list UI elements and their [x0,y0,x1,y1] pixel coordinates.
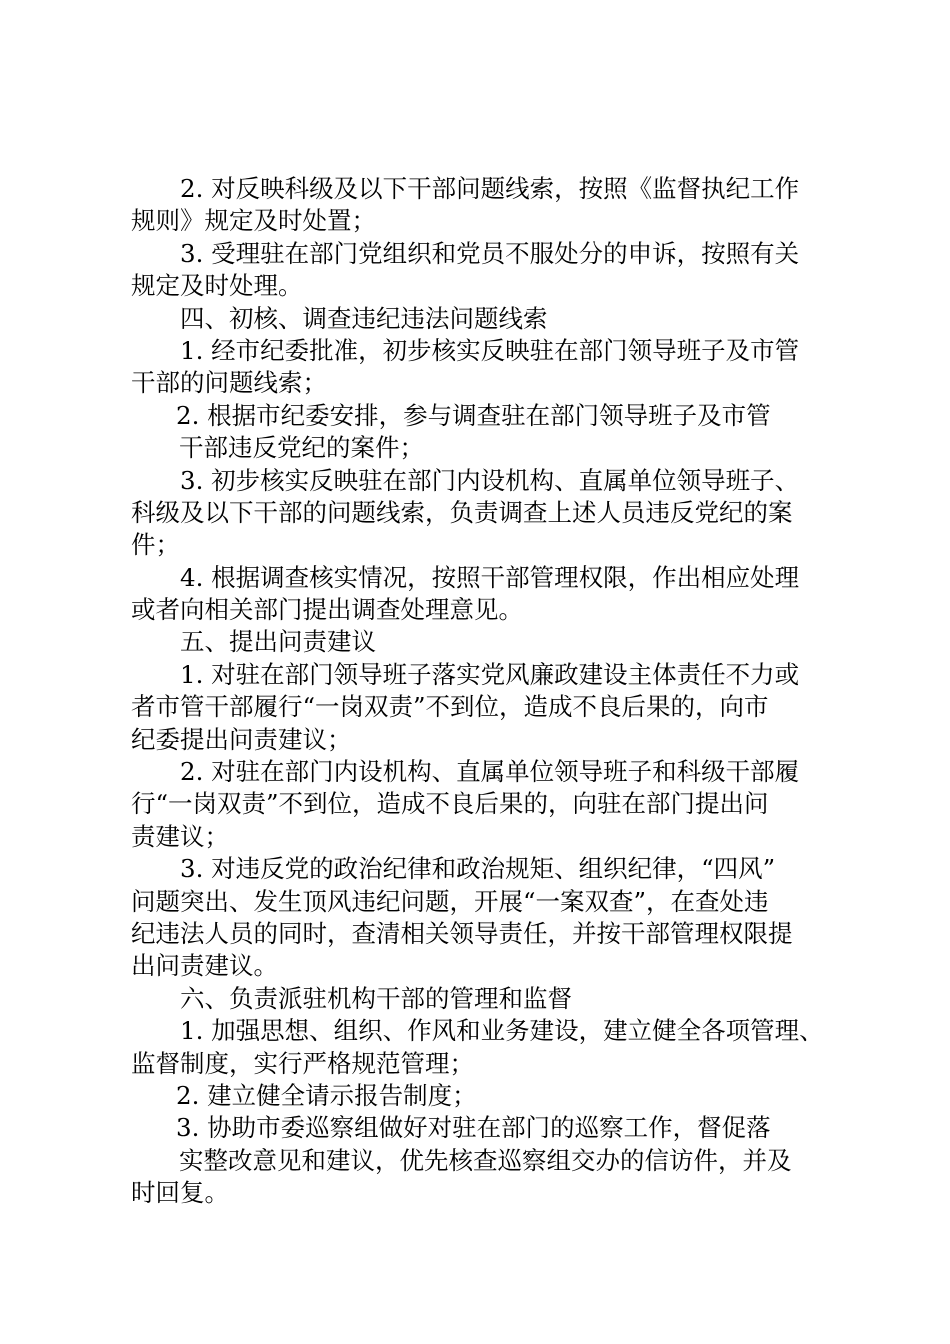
text-line: 监督制度，实行严格规范管理； [131,1048,474,1078]
text-line: 或者向相关部门提出调查处理意见。 [131,595,523,625]
text-line: 者市管干部履行“一岗双责”不到位，造成不良后果的，向市 [131,692,769,722]
section-heading: 四、初核、调查违纪违法问题线索 [180,303,548,333]
text-line: 1. 经市纪委批准，初步核实反映驻在部门领导班子及市管 [180,335,800,365]
text-line: 干部违反党纪的案件； [179,433,424,463]
text-line: 1. 对驻在部门领导班子落实党风廉政建设主体责任不力或 [180,659,800,689]
text-line: 4. 根据调查核实情况，按照干部管理权限，作出相应处理 [180,562,800,592]
document-body [131,173,831,1210]
text-line: 1. 加强思想、组织、作风和业务建设，建立健全各项管理、 [180,1016,824,1046]
text-line: 2. 对反映科级及以下干部问题线索，按照《监督执纪工作 [180,174,800,203]
text-line: 实整改意见和建议，优先核查巡察组交办的信访件，并及 [179,1145,792,1175]
section-heading: 五、提出问责建议 [180,627,376,657]
text-line: 时回复。 [131,1178,229,1208]
text-line: 干部的问题线索； [131,368,327,398]
text-line: 2. 建立健全请示报告制度； [176,1080,477,1110]
text-line: 规定及时处理。 [131,271,303,301]
text-line: 行“一岗双责”不到位，造成不良后果的，向驻在部门提出问 [131,789,769,819]
text-line: 纪委提出问责建议； [131,724,352,754]
text-line: 责建议； [131,821,229,851]
text-line: 2. 根据市纪委安排，参与调查驻在部门领导班子及市管 [176,400,771,430]
text-line: 规则》规定及时处置； [131,206,376,236]
text-line: 问题突出、发生顶风违纪问题，开展“一案双查”，在查处违 [131,886,769,916]
text-line: 2. 对驻在部门内设机构、直属单位领导班子和科级干部履 [180,757,800,787]
text-line: 出问责建议。 [131,951,278,981]
text-line: 科级及以下干部的问题线索，负责调查上述人员违反党纪的案 [131,497,793,527]
text-line: 纪违法人员的同时，查清相关领导责任，并按干部管理权限提 [131,918,793,948]
text-line: 3. 受理驻在部门党组织和党员不服处分的申诉，按照有关 [180,238,800,268]
text-line: 3. 协助市委巡察组做好对驻在部门的巡察工作，督促落 [176,1113,771,1143]
text-line: 3. 初步核实反映驻在部门内设机构、直属单位领导班子、 [180,465,800,495]
text-line: 3. 对违反党的政治纪律和政治规矩、组织纪律，“四风” [180,854,776,884]
section-heading: 六、负责派驻机构干部的管理和监督 [180,983,572,1013]
text-line: 件； [131,530,180,560]
